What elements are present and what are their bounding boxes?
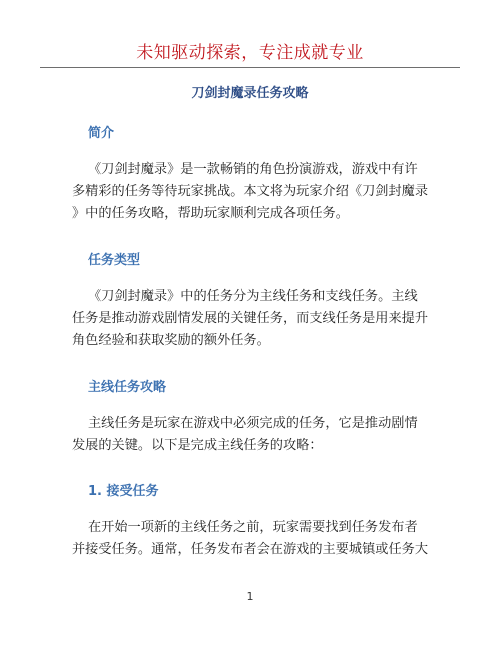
page-number: 1 — [246, 590, 254, 603]
section-body-accept-task — [72, 517, 438, 561]
paragraph-line: 在开始一项新的主线任务之前，玩家需要找到任务发布者 — [88, 520, 418, 535]
paragraph-line: 发展的关键。以下是完成主线任务的攻略： — [72, 438, 323, 453]
paragraph-line: 《刀剑封魔录》中的任务分为主线任务和支线任务。主线 — [88, 289, 418, 304]
section-heading-task-types: 任务类型 — [88, 253, 141, 268]
paragraph-line: 主线任务是玩家在游戏中必须完成的任务，它是推动剧情 — [88, 416, 418, 431]
paragraph-line: 多精彩的任务等待玩家挑战。本文将为玩家介绍《刀剑封魔录 — [72, 184, 429, 199]
section-body-intro — [72, 159, 438, 225]
section-body-main-quest — [72, 413, 438, 457]
document-title: 刀剑封魔录任务攻略 — [191, 86, 309, 101]
paragraph-line: 任务是推动游戏剧情发展的关键任务，而支线任务是用来提升 — [72, 311, 429, 326]
paragraph-line: 》中的任务攻略，帮助玩家顺利完成各项任务。 — [72, 206, 349, 221]
running-header: 未知驱动探索，专注成就专业 — [136, 43, 364, 63]
paragraph-line: 角色经验和获取奖励的额外任务。 — [72, 333, 270, 348]
paragraph-line: 《刀剑封魔录》是一款畅销的角色扮演游戏，游戏中有许 — [88, 162, 418, 177]
paragraph-line: 并接受任务。通常，任务发布者会在游戏的主要城镇或任务大 — [72, 542, 429, 557]
section-heading-intro: 简介 — [88, 126, 115, 141]
section-heading-accept-task: 1. 接受任务 — [88, 484, 159, 499]
section-body-task-types — [72, 286, 438, 352]
header-divider — [40, 67, 460, 68]
section-heading-main-quest: 主线任务攻略 — [88, 380, 167, 395]
